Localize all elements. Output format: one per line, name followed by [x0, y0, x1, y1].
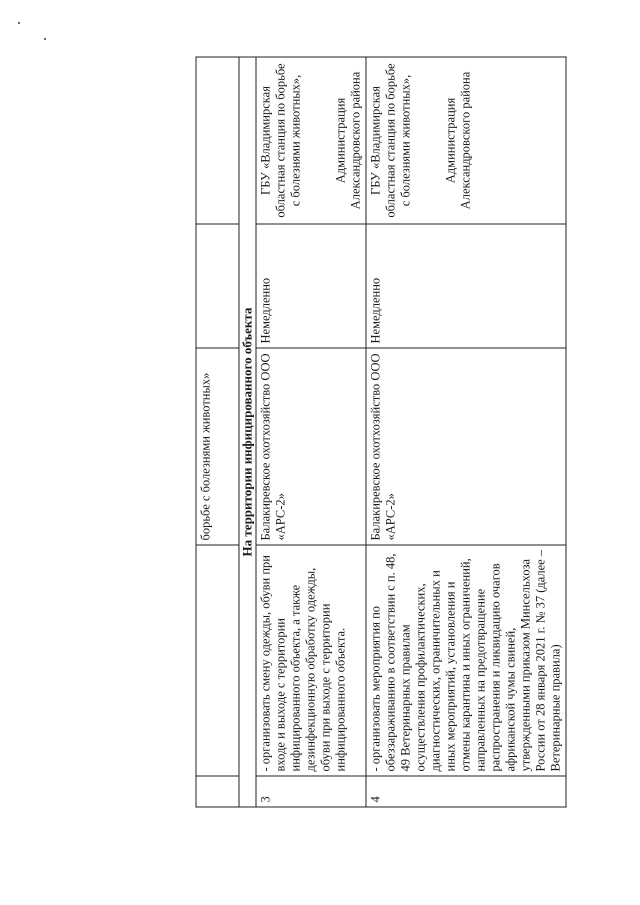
org-station: ГБУ «Владимирская областная станция по борьбе с болезнями животных», — [368, 63, 413, 218]
org-station: ГБУ «Владимирская областная станция по борьбе с болезнями животных», — [258, 63, 303, 218]
scan-speck — [44, 38, 46, 40]
cell-action-empty — [196, 545, 239, 776]
row-action: - организовать мероприятия по обеззараживанию в соответствии с п. 48, 49 Ветеринарных правилам осуществления профилактических, диагностических, ограничительных и иных мероприятий, установления и отмены карантина и иных ограничений, направленных на предотвращение распространения и ликвидацию очагов африканской чумы свиней, утвержденными приказом Минсельхоза России от 28 января 2021 г. № 37 (далее – Ветеринарные правила) — [366, 545, 566, 776]
table-row — [256, 57, 366, 807]
cell-org-empty — [196, 57, 239, 224]
cell-num-empty — [196, 776, 239, 807]
section-row — [239, 57, 256, 807]
cell-due-empty — [196, 224, 239, 348]
row-due: Немедленно — [256, 224, 366, 348]
rotated-table-frame — [196, 63, 563, 808]
org-gap — [304, 62, 334, 220]
row-number: 3 — [256, 776, 366, 807]
cell-responsible-cont: борьбе с болезнями животных» — [196, 348, 239, 545]
row-organizations — [256, 57, 366, 224]
org-administration: Администрация Александровского района — [333, 71, 363, 210]
row-responsible: Балакиревское охотхозяйство ООО «АРС-2» — [366, 348, 566, 545]
row-organizations — [366, 57, 566, 224]
row-responsible: Балакиревское охотхозяйство ООО «АРС-2» — [256, 348, 366, 545]
row-due: Немедленно — [366, 224, 566, 348]
table-row — [366, 57, 566, 807]
org-gap — [414, 62, 444, 220]
measures-table — [196, 57, 567, 808]
scan-speck — [18, 22, 20, 24]
org-administration: Администрация Александровского района — [443, 71, 473, 210]
table-row-continued — [196, 57, 239, 807]
section-title: На территории инфицированного объекта — [239, 57, 256, 807]
row-number: 4 — [366, 776, 566, 807]
row-action: - организовать смену одежды, обуви при входе и выходе с территории инфицированного объекта, а также дезинфекционную обработку одежды, обуви при выходе с территории инфицированного объекта. — [256, 545, 366, 776]
